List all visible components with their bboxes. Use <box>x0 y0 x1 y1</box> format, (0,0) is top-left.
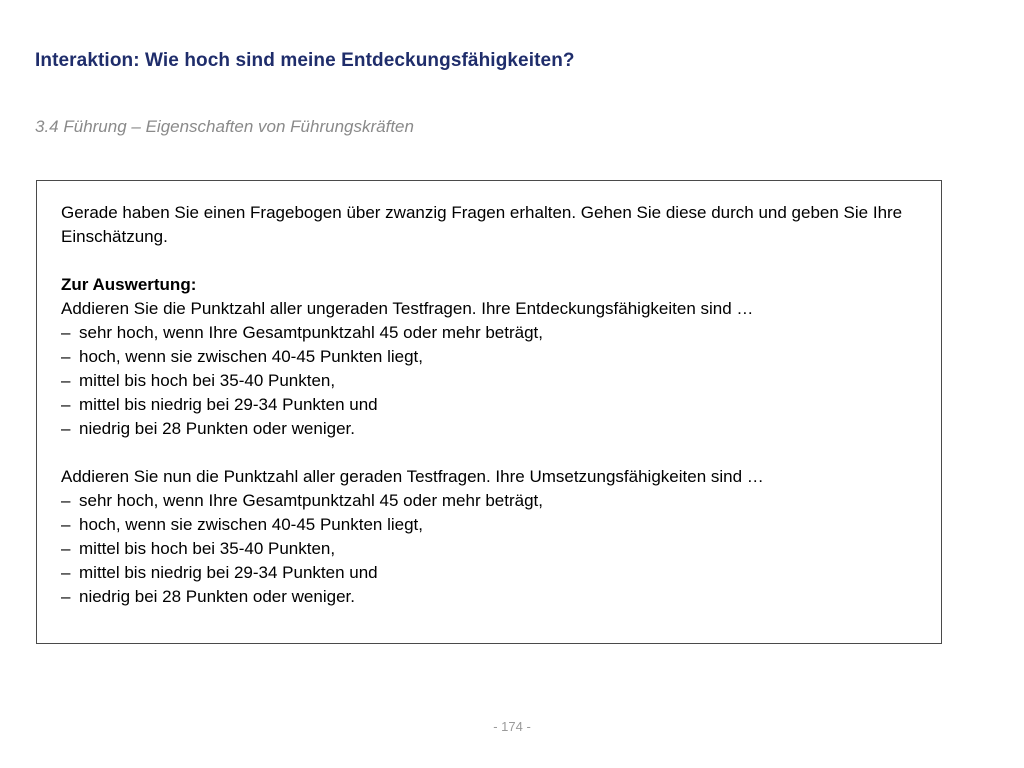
list-item-text: mittel bis niedrig bei 29-34 Punkten und <box>79 563 378 582</box>
list-item-text: hoch, wenn sie zwischen 40-45 Punkten liegt, <box>79 515 423 534</box>
slide-title: Interaktion: Wie hoch sind meine Entdeckungsfähigkeiten? <box>35 50 575 71</box>
intro-text: Gerade haben Sie einen Fragebogen über zwanzig Fragen erhalten. Gehen Sie diese durch und geben Sie Ihre Einschätzung. <box>61 203 903 246</box>
dash-bullet-icon: – <box>61 515 71 534</box>
list-item <box>61 585 921 609</box>
section2-lead: Addieren Sie nun die Punktzahl aller geraden Testfragen. Ihre Umsetzungsfähigkeiten sind … <box>61 467 764 486</box>
list-item <box>61 417 921 441</box>
list-item <box>61 537 921 561</box>
content-box <box>36 180 942 644</box>
list-item-text: niedrig bei 28 Punkten oder weniger. <box>79 587 355 606</box>
dash-bullet-icon: – <box>61 491 71 510</box>
list-item <box>61 345 921 369</box>
section1-list <box>61 321 921 441</box>
list-item-text: mittel bis hoch bei 35-40 Punkten, <box>79 371 336 390</box>
dash-bullet-icon: – <box>61 539 71 558</box>
dash-bullet-icon: – <box>61 347 71 366</box>
spacer <box>61 249 921 273</box>
dash-bullet-icon: – <box>61 563 71 582</box>
section1-lead: Addieren Sie die Punktzahl aller ungeraden Testfragen. Ihre Entdeckungsfähigkeiten sind … <box>61 299 754 318</box>
dash-bullet-icon: – <box>61 371 71 390</box>
list-item-text: mittel bis niedrig bei 29-34 Punkten und <box>79 395 378 414</box>
section2-list <box>61 489 921 609</box>
list-item <box>61 369 921 393</box>
dash-bullet-icon: – <box>61 419 71 438</box>
content-body <box>61 201 921 609</box>
spacer <box>61 441 921 465</box>
list-item-text: hoch, wenn sie zwischen 40-45 Punkten liegt, <box>79 347 423 366</box>
list-item-text: sehr hoch, wenn Ihre Gesamtpunktzahl 45 oder mehr beträgt, <box>79 491 543 510</box>
list-item <box>61 393 921 417</box>
page-number: - 174 - <box>493 719 531 734</box>
list-item <box>61 513 921 537</box>
list-item-text: mittel bis hoch bei 35-40 Punkten, <box>79 539 336 558</box>
list-item <box>61 489 921 513</box>
list-item-text: niedrig bei 28 Punkten oder weniger. <box>79 419 355 438</box>
dash-bullet-icon: – <box>61 395 71 414</box>
list-item-text: sehr hoch, wenn Ihre Gesamtpunktzahl 45 oder mehr beträgt, <box>79 323 543 342</box>
list-item <box>61 321 921 345</box>
evaluation-heading: Zur Auswertung: <box>61 275 197 294</box>
slide-subtitle: 3.4 Führung – Eigenschaften von Führungskräften <box>35 117 414 136</box>
dash-bullet-icon: – <box>61 587 71 606</box>
dash-bullet-icon: – <box>61 323 71 342</box>
list-item <box>61 561 921 585</box>
